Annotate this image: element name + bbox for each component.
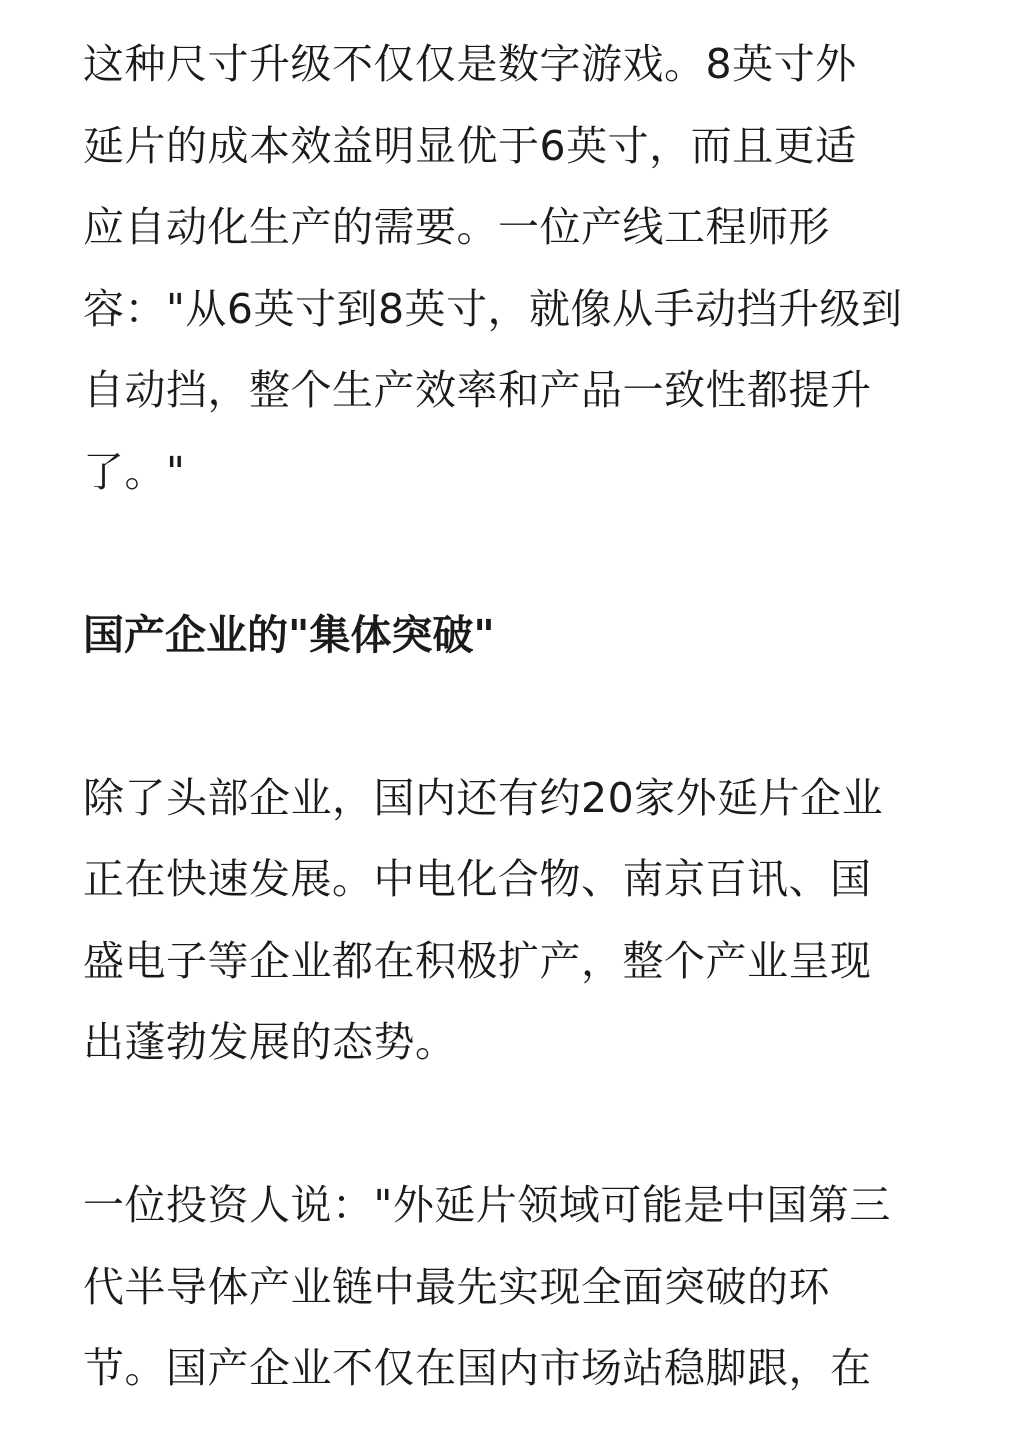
text-line: 这种尺寸升级不仅仅是数字游戏。8英寸外 <box>83 40 857 88</box>
text-line: 出蓬勃发展的态势。 <box>83 1018 457 1066</box>
text-line: 除了头部企业，国内还有约20家外延片企业 <box>83 773 884 822</box>
paragraph-investor-quote <box>83 1165 943 1410</box>
paragraph-spacer <box>83 1084 943 1166</box>
section-heading: 国产企业的"集体突破" <box>83 610 495 659</box>
text-line: 盛电子等企业都在积极扩产，整个产业呈现 <box>83 936 872 985</box>
article-body <box>83 24 943 1410</box>
text-line: 自动挡，整个生产效率和产品一致性都提升 <box>83 366 872 414</box>
text-line: 代半导体产业链中最先实现全面突破的环 <box>83 1262 830 1311</box>
text-line: 容："从6英寸到8英寸，就像从手动挡升级到 <box>83 284 903 333</box>
text-line: 正在快速发展。中电化合物、南京百讯、国 <box>83 855 872 903</box>
text-line: 一位投资人说："外延片领域可能是中国第三 <box>83 1181 891 1229</box>
text-line: 应自动化生产的需要。一位产线工程师形 <box>83 203 830 251</box>
paragraph-domestic-companies <box>83 758 943 1084</box>
paragraph-spacer <box>83 513 943 595</box>
text-line: 了。" <box>83 447 186 496</box>
text-line: 节。国产企业不仅在国内市场站稳脚跟，在 <box>83 1344 872 1392</box>
paragraph-spacer <box>83 676 943 758</box>
paragraph-size-upgrade <box>83 24 943 513</box>
text-line: 延片的成本效益明显优于6英寸，而且更适 <box>83 121 857 170</box>
